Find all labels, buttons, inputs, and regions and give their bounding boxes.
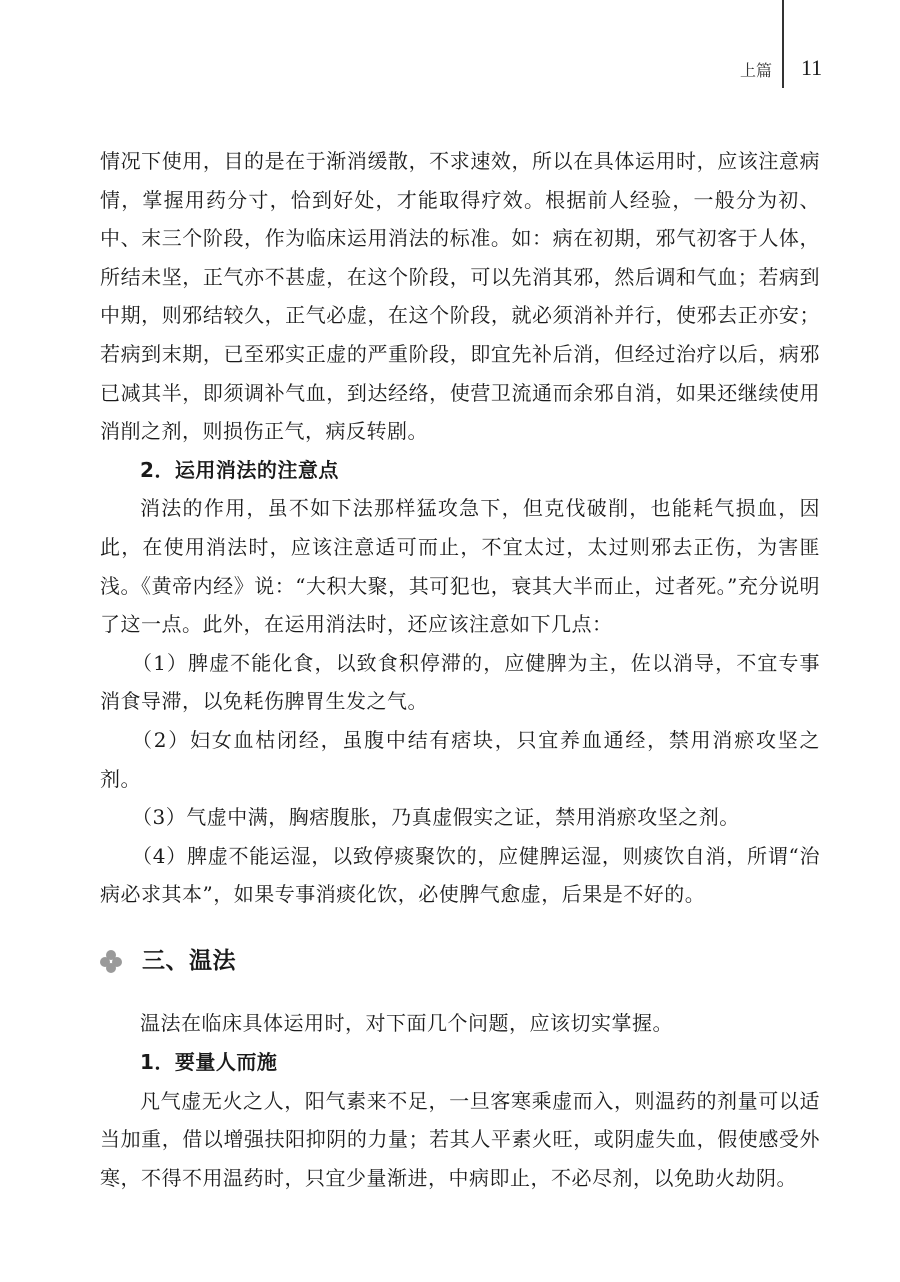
paragraph-dosage: 凡气虚无火之人，阳气素来不足，一旦客寒乘虚而入，则温药的剂量可以适当加重，借以增强扶阳抑阴的力量；若其人平素火旺，或阴虚失血，假使感受外寒，不得不用温药时，只宜少量渐进，中病即止，不必尽剂，以免助火劫阴。 (100, 1088, 820, 1190)
running-header-section: 上篇 (739, 61, 772, 80)
list-item-3: （3）气虚中满，胸痞腹胀，乃真虚假实之证，禁用消瘀攻坚之剂。 (132, 805, 740, 830)
paragraph-intro: 温法在临床具体运用时，对下面几个问题，应该切实掌握。 (140, 1011, 673, 1036)
paragraph-continuation: 情况下使用，目的是在于渐消缓散，不求速效，所以在具体运用时，应该注意病情，掌握用药分寸，恰到好处，才能取得疗效。根据前人经验，一般分为初、中、末三个阶段，作为临床运用消法的标准。如：病在初期，邪气初客于人体，所结未坚，正气亦不甚虚，在这个阶段，可以先消其邪，然后调和气血；若病到中期，则邪结较久，正气必虚，在这个阶段，就必须消补并行，使邪去正亦安；若病到末期，已至邪实正虚的严重阶段，即宜先补后消，但经过治疗以后，病邪已减其半，即须调补气血，到达经络，使营卫流通而余邪自消，如果还继续使用消削之剂，则损伤正气，病反转剧。 (100, 149, 820, 444)
list-item-2: （2）妇女血枯闭经，虽腹中结有痞块，只宜养血通经，禁用消瘀攻坚之剂。 (100, 727, 820, 791)
list-item-1: （1）脾虚不能化食，以致食积停滞的，应健脾为主，佐以消导，不宜专事消食导滞，以免耗伤脾胃生发之气。 (100, 650, 820, 714)
list-item-4: （4）脾虚不能运湿，以致停痰聚饮的，应健脾运湿，则痰饮自消，所谓“治病必求其本”，如果专事消痰化饮，必使脾气愈虚，后果是不好的。 (100, 843, 820, 907)
section-title: 三、温法 (142, 947, 236, 974)
page-number: 11 (801, 55, 823, 80)
subheading-cautions: 2．运用消法的注意点 (140, 457, 339, 482)
page-body (100, 142, 820, 1197)
header-divider (782, 0, 784, 88)
section-heading (100, 942, 820, 981)
clover-icon (100, 950, 122, 972)
paragraph-cautions: 消法的作用，虽不如下法那样猛攻急下，但克伐破削，也能耗气损血，因此，在使用消法时，应该注意适可而止，不宜太过，太过则邪去正伤，为害匪浅。《黄帝内经》说：“大积大聚，其可犯也，衰其大半而止，过者死。”充分说明了这一点。此外，在运用消法时，还应该注意如下几点： (100, 496, 820, 637)
subheading-dosage: 1．要量人而施 (140, 1050, 278, 1075)
